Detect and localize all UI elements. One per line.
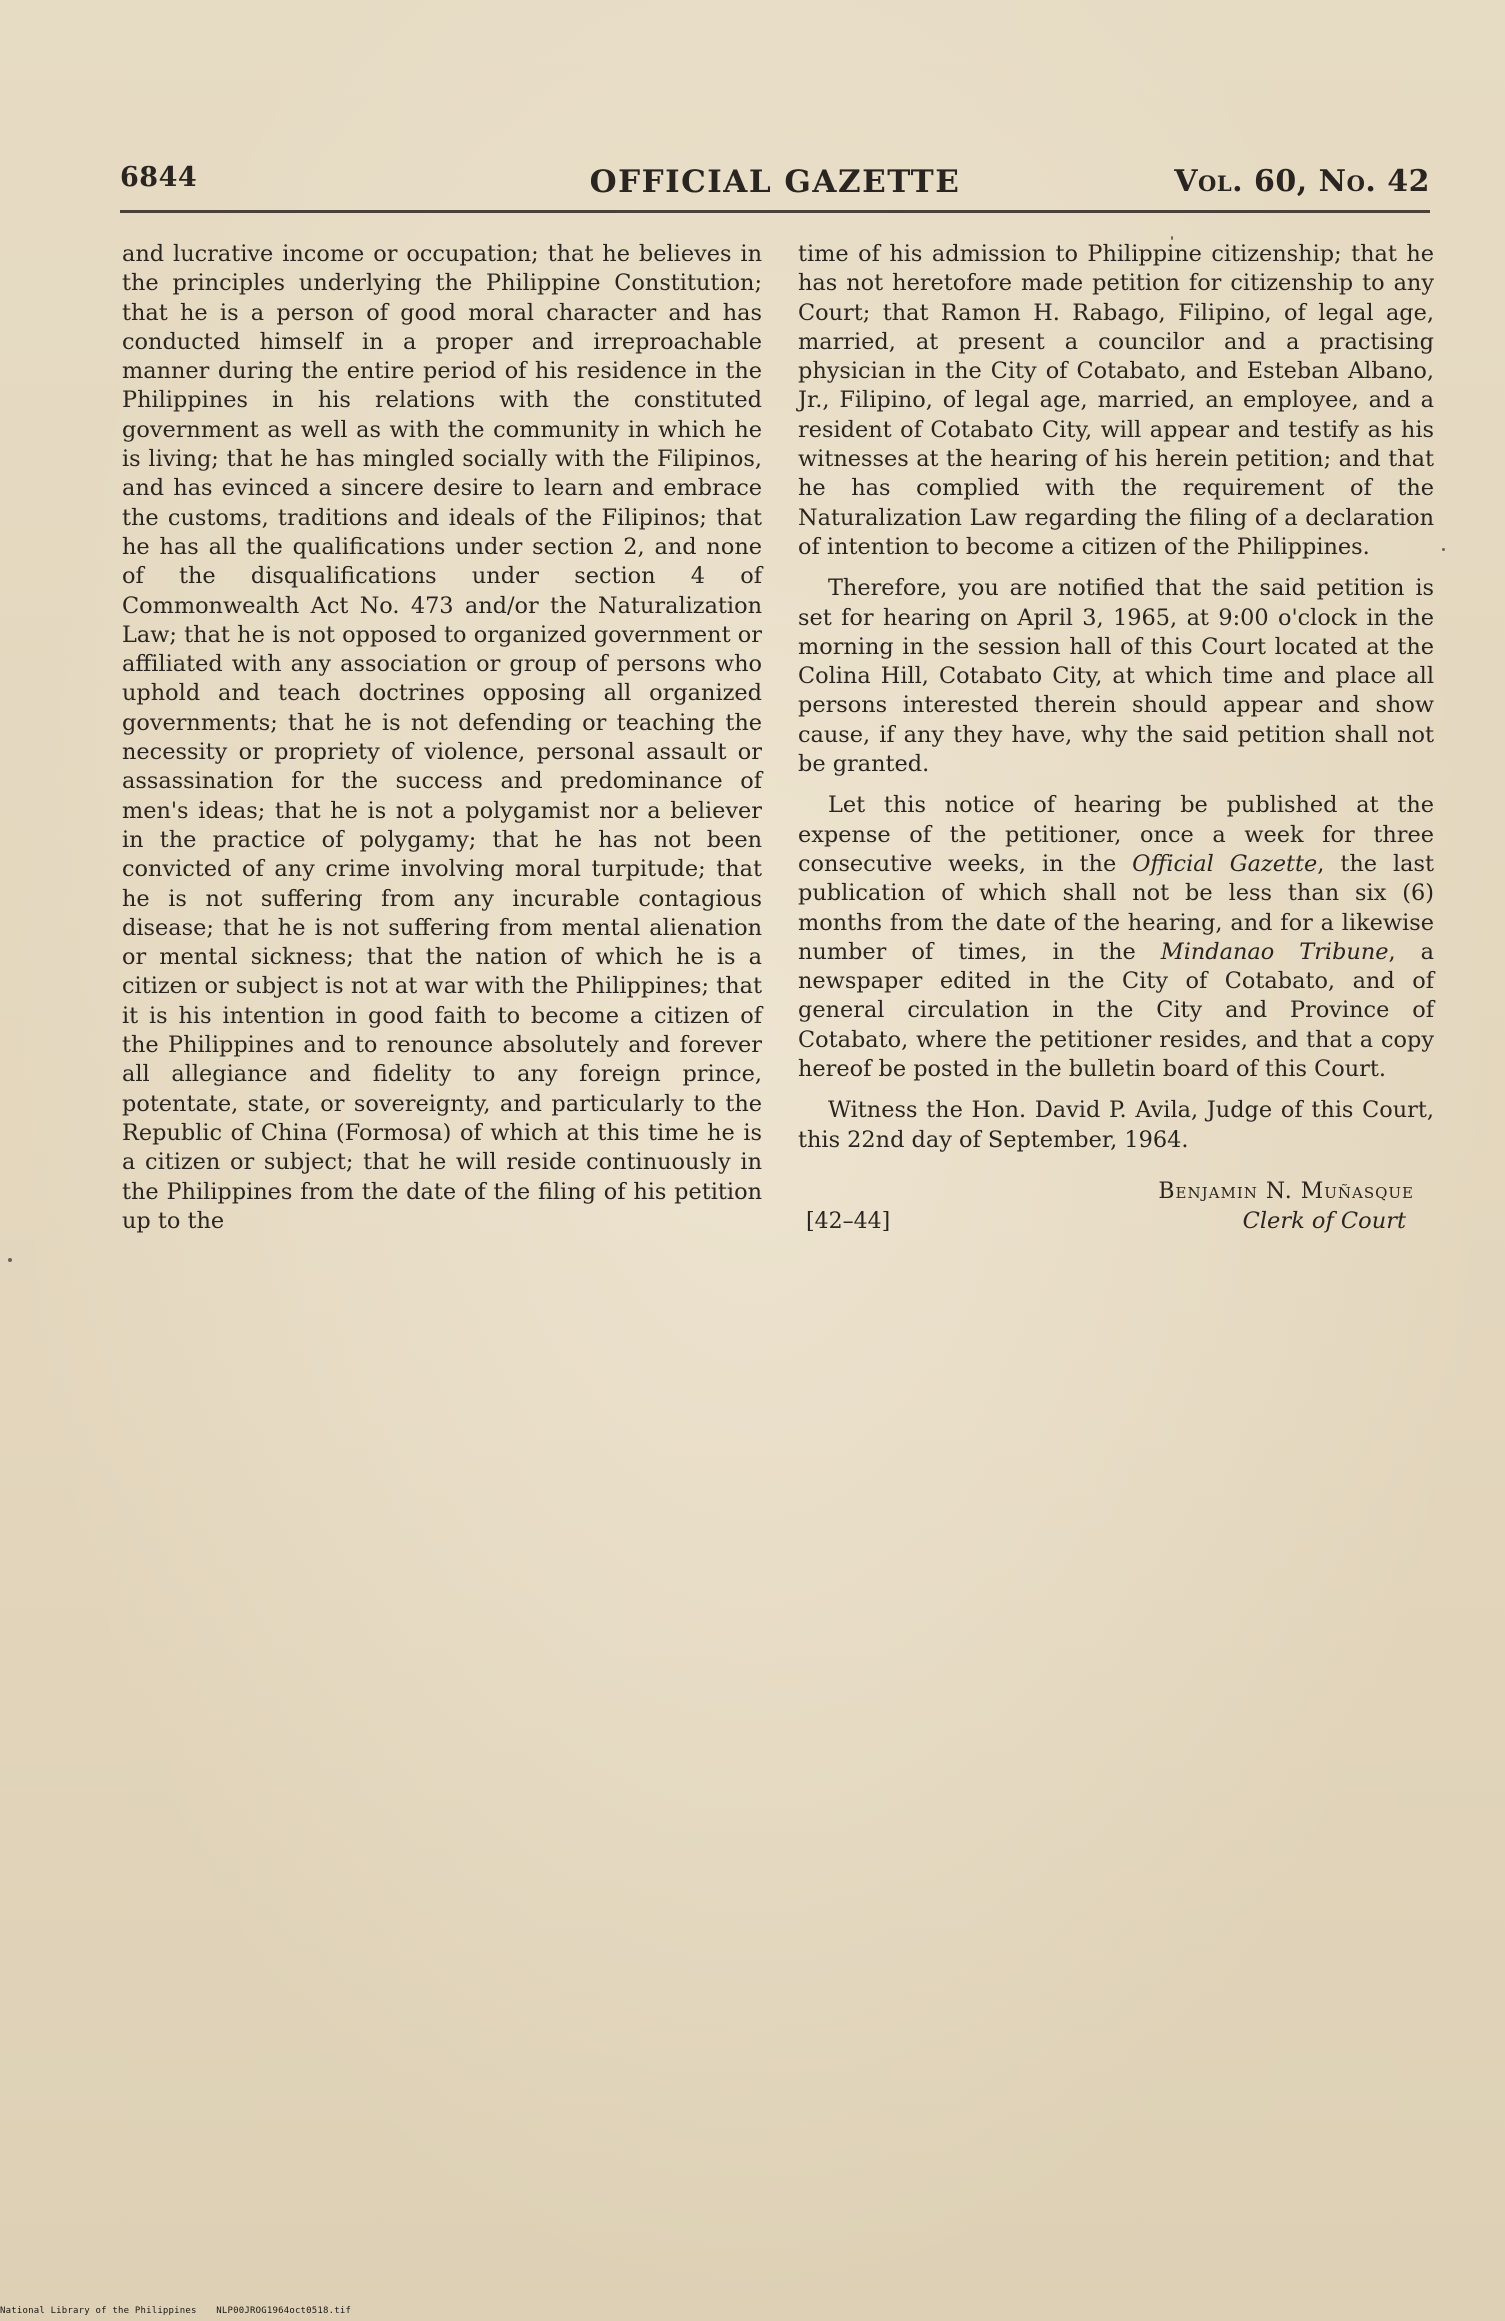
page-header [120, 158, 1430, 204]
right-column [798, 240, 1434, 1239]
scan-file-id: NLP00JROG1964oct0518.tif [216, 2306, 352, 2316]
page-number: 6844 [120, 162, 198, 193]
clerk-title: Clerk of Court [1242, 1207, 1406, 1234]
issue-reference: [42–44] [806, 1208, 891, 1234]
publication-clause-1: Let this notice of hearing be published at the expense of the petitioner, once a week for three consecutive weeks, in the [798, 792, 1434, 877]
paper-speck [1171, 236, 1173, 240]
right-paragraph-2: Therefore, you are notified that the said petition is set for hearing on April 3, 1965, at 9:00 o'clock in the morning in the session hall of this Court located at the Colina Hill, Cotabato City, at which time and place all persons interested therein should appear and show cause, if any they have, why the said petition shall not be granted. [798, 575, 1434, 778]
official-gazette-name: Official Gazette [1132, 850, 1318, 877]
library-credit: National Library of the Philippines [0, 2306, 197, 2316]
publication-clause-3: , a newspaper edited in the City of Cotabato, and of general circulation in the City and Province of Cotabato, where the petitioner resides, and that a copy hereof be posted in the bulletin board of this Court. [798, 938, 1434, 1083]
volume-number: Vol. 60, No. 42 [1174, 164, 1430, 199]
header-rule [120, 210, 1430, 213]
scan-footer [0, 2306, 351, 2316]
left-column-text: and lucrative income or occupation; that he believes in the principles underlying the Philippine Constitution; that he is a person of good moral character and has conducted himself in a proper and irreproachable manner during the entire period of his residence in the Philippines in his relations with the constituted government as well as with the community in which he is living; that he has mingled socially with the Filipinos, and has evinced a sincere desire to learn and embrace the customs, traditions and ideals of the Filipinos; that he has all the qualifications under section 2, and none of the disqualifications under section 4 of Commonwealth Act No. 473 and/or the Naturalization Law; that he is not opposed to organized government or affiliated with any association or group of persons who uphold and teach doctrines opposing all organized governments; that he is not defending or teaching the necessity or propriety of violence, personal assault or assassination for the success and predominance of men's ideas; that he is not a polygamist nor a believer in the practice of polygamy; that he has not been convicted of any crime involving moral turpitude; that he is not suffering from any incurable contagious disease; that he is not suffering from mental alienation or mental sickness; that the nation of which he is a citizen or subject is not at war with the Philippines; that it is his intention in good faith to become a citizen of the Philippines and to renounce absolutely and forever all allegiance and fidelity to any foreign prince, potentate, state, or sovereignty, and particularly to the Republic of China (Formosa) of which at this time he is a citizen or subject; that he will reside continuously in the Philippines from the date of the filing of his petition up to the [122, 241, 762, 1234]
left-column [122, 240, 762, 1236]
publication-title: OFFICIAL GAZETTE [589, 164, 961, 200]
paper-speck [1442, 548, 1445, 551]
newspaper-name: Mindanao Tribune [1160, 938, 1389, 965]
right-paragraph-1: time of his admission to Philippine citizenship; that he has not heretofore made petition for citizenship to any Court; that Ramon H. Rabago, Filipino, of legal age, married, at present a councilor and a practising physician in the City of Cotabato, and Esteban Albano, Jr., Filipino, of legal age, married, an employee, and a resident of Cotabato City, will appear and testify as his witnesses at the hearing of his herein petition; and that he has complied with the requirement of the Naturalization Law regarding the filing of a declaration of intention to become a citizen of the Philippines. [798, 241, 1434, 560]
right-paragraph-3 [798, 791, 1434, 1084]
signature-block [798, 1177, 1434, 1239]
right-paragraph-4: Witness the Hon. David P. Avila, Judge of this Court, this 22nd day of September, 1964. [798, 1097, 1434, 1153]
clerk-name: Benjamin N. Muñasque [1158, 1178, 1414, 1204]
publication-clause-2: , the last publication of which shall not be less than six (6) months from the date of the hearing, and for a likewise number of times, in the [798, 850, 1434, 965]
paper-speck [8, 1258, 12, 1262]
